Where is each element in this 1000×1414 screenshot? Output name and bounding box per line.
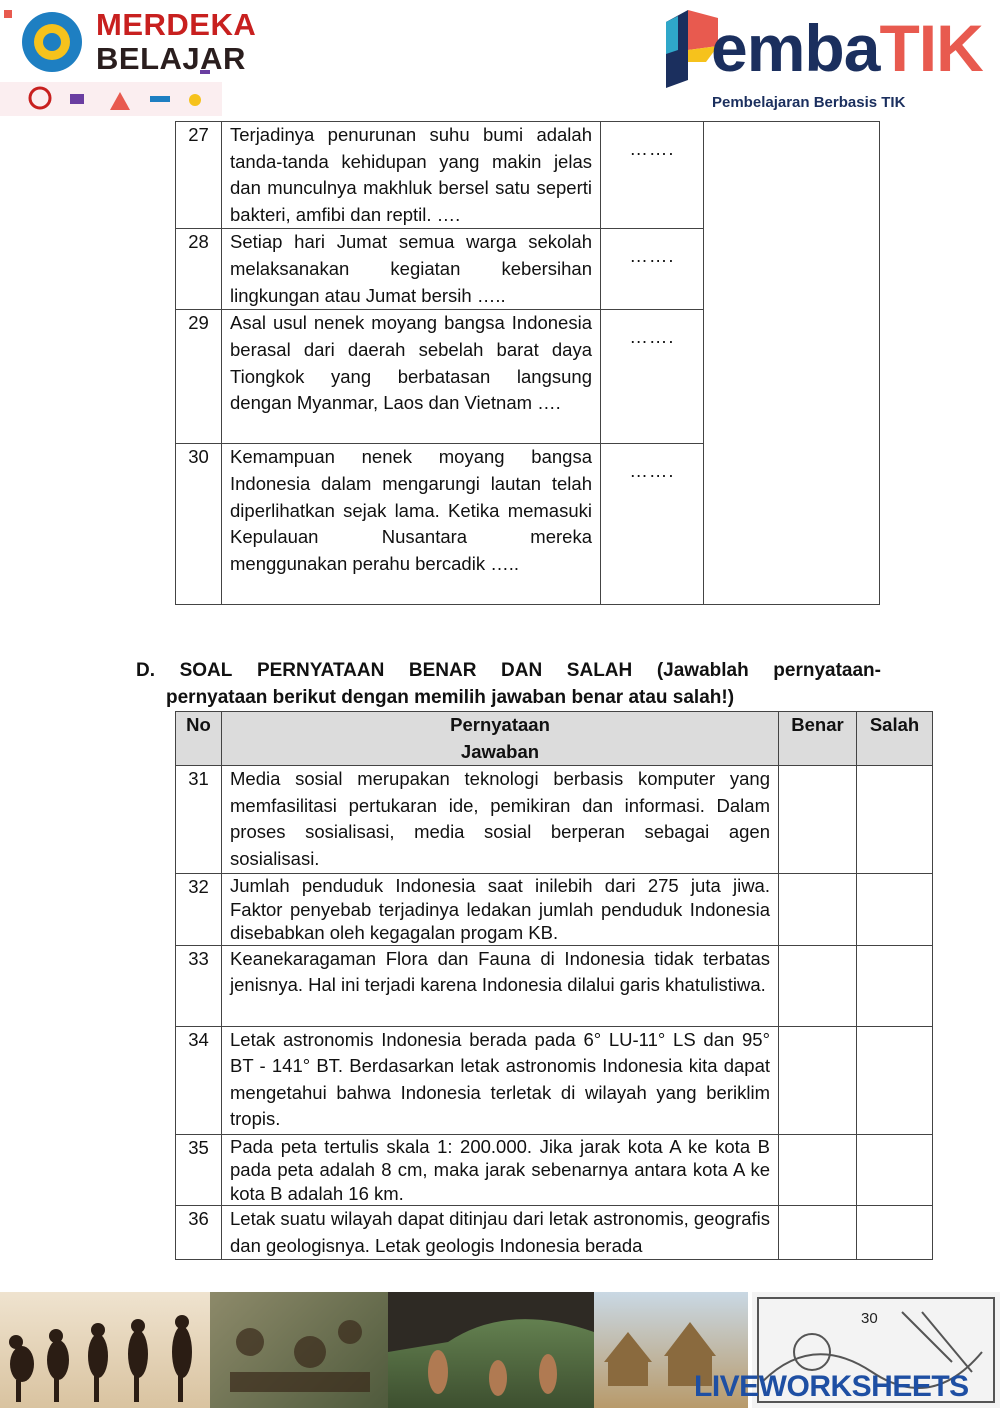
table-c-continuation — [175, 121, 880, 605]
answer-options-column — [704, 122, 880, 605]
row-number: 29 — [176, 310, 222, 444]
true-answer-cell[interactable] — [779, 1134, 857, 1206]
header-no: No — [176, 712, 222, 766]
question-text: Setiap hari Jumat semua warga sekolah melaksanakan kegiatan kebersihan lingkungan atau Jumat bersih ….. — [222, 229, 601, 310]
section-d-heading — [136, 657, 881, 711]
pembatik-subtitle: Pembelajaran Berbasis TIK — [712, 94, 906, 111]
table-row — [176, 1206, 933, 1260]
answer-blank[interactable]: ……. — [601, 229, 704, 310]
table-header-row — [176, 712, 933, 766]
page-number: 30 — [861, 1310, 878, 1327]
true-answer-cell[interactable] — [779, 945, 857, 1026]
table-row — [176, 945, 933, 1026]
pembatik-logo — [660, 4, 990, 116]
table-row — [176, 766, 933, 874]
answer-blank[interactable]: ……. — [601, 122, 704, 229]
header-statement: Pernyataan Jawaban — [222, 712, 779, 766]
statement-text: Letak astronomis Indonesia berada pada 6° LU-11° LS dan 95° BT - 141° BT. Berdasarkan letak astronomis Indonesia kita dapat mengetahui bahwa Indonesia terletak di wilayah yang beriklim tropis. — [222, 1026, 779, 1134]
false-answer-cell[interactable] — [857, 874, 933, 946]
table-row — [176, 1026, 933, 1134]
merdeka-logo-text: MERDEKA BELAJAR — [96, 7, 257, 76]
true-answer-cell[interactable] — [779, 1026, 857, 1134]
table-row — [176, 1134, 933, 1206]
row-number: 31 — [176, 766, 222, 874]
section-d-heading-line1: D. SOAL PERNYATAAN BENAR DAN SALAH (Jawablah pernyataan- — [136, 660, 881, 681]
answer-blank[interactable]: ……. — [601, 310, 704, 444]
statement-text: Jumlah penduduk Indonesia saat inilebih dari 275 juta jiwa. Faktor penyebab terjadinya ledakan jumlah penduduk Indonesia disebabkan oleh kegagalan progam KB. — [222, 874, 779, 946]
merdeka-belajar-logo — [0, 0, 257, 116]
pembatik-wordmark: embaTIK — [711, 11, 983, 85]
question-text: Terjadinya penurunan suhu bumi adalah tanda-tanda kehidupan yang makin jelas dan munculnya makhluk bersel satu seperti bakteri, amfibi dan reptil. …. — [222, 122, 601, 229]
header-true: Benar — [779, 712, 857, 766]
false-answer-cell[interactable] — [857, 1206, 933, 1260]
true-answer-cell[interactable] — [779, 1206, 857, 1260]
false-answer-cell[interactable] — [857, 766, 933, 874]
row-number: 34 — [176, 1026, 222, 1134]
section-d-heading-line2: pernyataan berikut dengan memilih jawaban benar atau salah!) — [166, 687, 735, 708]
false-answer-cell[interactable] — [857, 1134, 933, 1206]
row-number: 35 — [176, 1134, 222, 1206]
statement-text: Pada peta tertulis skala 1: 200.000. Jika jarak kota A ke kota B pada peta adalah 8 cm, maka jarak sebenarnya antara kota A ke kota B adalah 16 km. — [222, 1134, 779, 1206]
liveworksheets-brand: LIVEWORKSHEETS — [694, 1370, 969, 1403]
statement-text: Keanekaragaman Flora dan Fauna di Indonesia tidak terbatas jenisnya. Hal ini terjadi karena Indonesia dilalui garis khatulistiwa. — [222, 945, 779, 1026]
false-answer-cell[interactable] — [857, 945, 933, 1026]
cave-people-image — [388, 1292, 594, 1408]
row-number: 27 — [176, 122, 222, 229]
table-d-true-false — [175, 711, 933, 1260]
footer-illustration-strip — [0, 1292, 1000, 1414]
statement-text: Letak suatu wilayah dapat ditinjau dari letak astronomis, geografis dan geologisnya. Letak geologis Indonesia berada — [222, 1206, 779, 1260]
statement-text: Media sosial merupakan teknologi berbasis komputer yang memfasilitasi pertukaran ide, pemikiran dan informasi. Dalam proses sosialisasi, media sosial berperan sebagai agen sosialisasi. — [222, 766, 779, 874]
table-row — [176, 874, 933, 946]
row-number: 36 — [176, 1206, 222, 1260]
human-evolution-image — [0, 1292, 210, 1408]
question-text: Kemampuan nenek moyang bangsa Indonesia dalam mengarungi lautan telah diperlihatkan sejak lama. Ketika memasuki Kepulauan Nusantara mereka menggunakan perahu bercadik ….. — [222, 444, 601, 605]
row-number: 28 — [176, 229, 222, 310]
row-number: 32 — [176, 874, 222, 946]
row-number: 30 — [176, 444, 222, 605]
row-number: 33 — [176, 945, 222, 1026]
table-row — [176, 122, 880, 229]
true-answer-cell[interactable] — [779, 766, 857, 874]
answer-blank[interactable]: ……. — [601, 444, 704, 605]
prehistoric-camp-image — [210, 1292, 388, 1408]
true-answer-cell[interactable] — [779, 874, 857, 946]
question-text: Asal usul nenek moyang bangsa Indonesia berasal dari daerah sebelah barat daya Tiongkok yang berbatasan langsung dengan Myanmar, Laos dan Vietnam …. — [222, 310, 601, 444]
header-false: Salah — [857, 712, 933, 766]
false-answer-cell[interactable] — [857, 1026, 933, 1134]
